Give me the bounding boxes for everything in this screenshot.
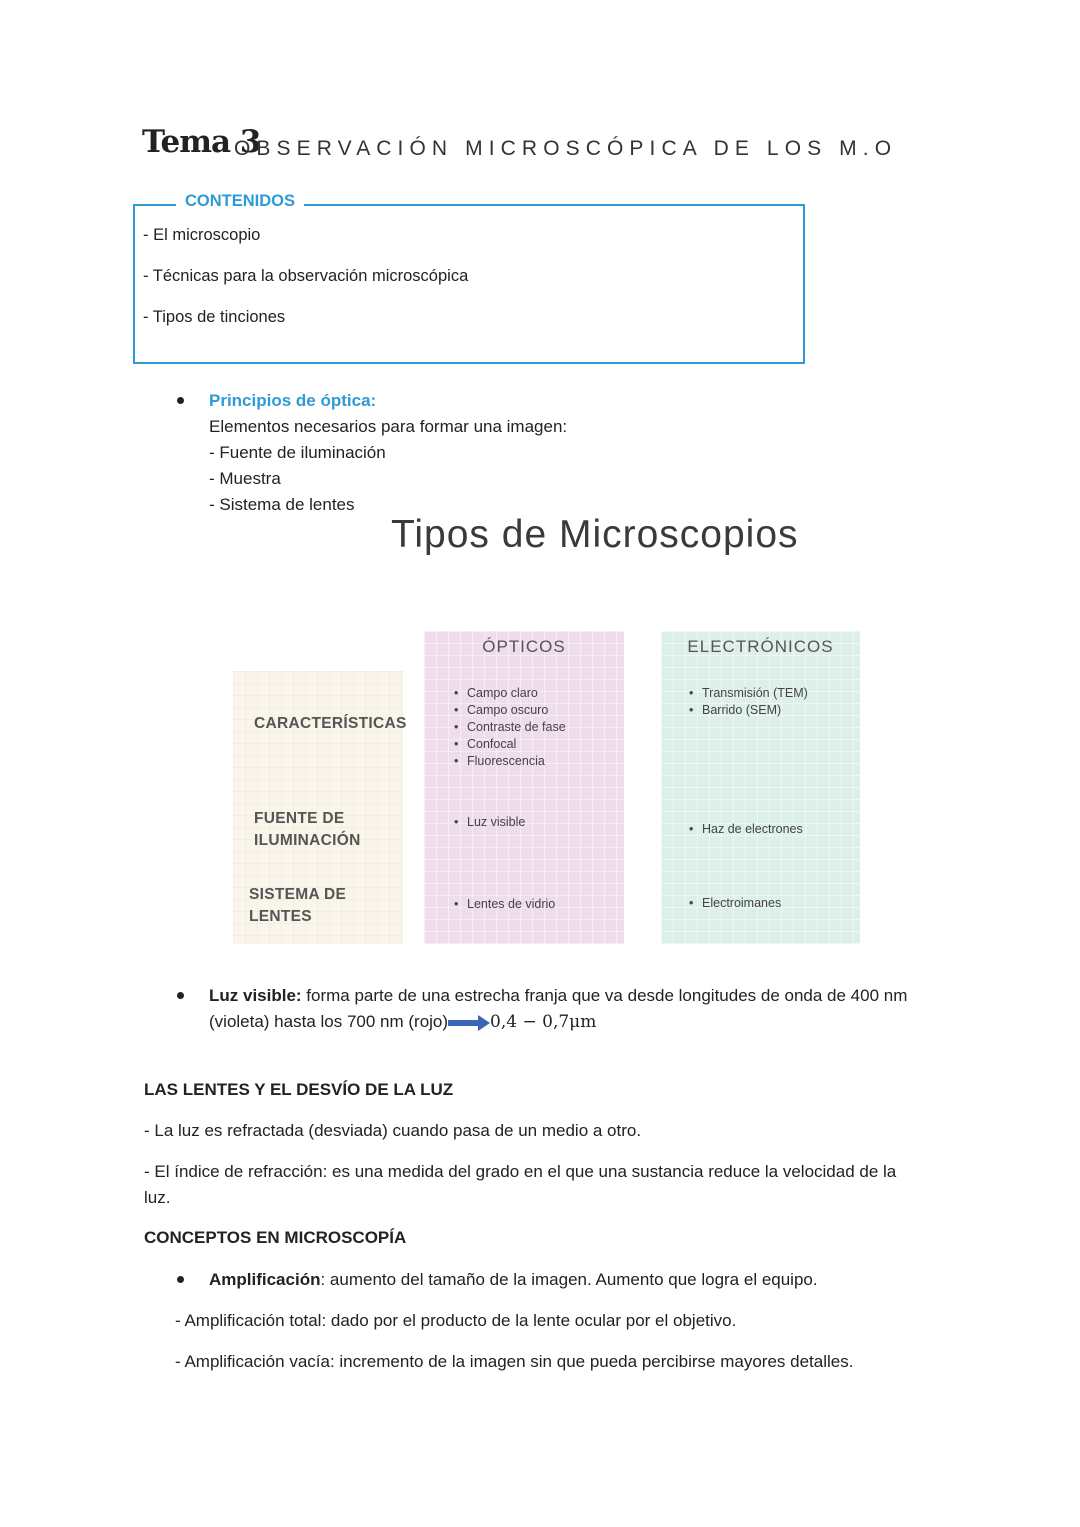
principios-item: - Muestra — [209, 469, 281, 488]
row-sistema-line2: LENTES — [249, 908, 312, 925]
list-item: • Luz visible — [453, 814, 525, 831]
lentes-p2-line2: luz. — [144, 1188, 171, 1207]
contenidos-label: CONTENIDOS — [176, 192, 304, 211]
opticos-header: ÓPTICOS — [482, 637, 566, 656]
amplificacion-label: Amplificación — [209, 1270, 321, 1289]
amplificacion-text: : aumento del tamaño de la imagen. Aumento que logra el equipo. — [320, 1270, 818, 1289]
principios-item: - Fuente de iluminación — [209, 443, 386, 462]
contenidos-item: - Tipos de tinciones — [143, 308, 286, 326]
electronicos-tipos-list — [688, 685, 808, 719]
row-fuente-line2: ILUMINACIÓN — [254, 832, 361, 849]
lentes-p2-line1: - El índice de refracción: es una medida del grado en el que una sustancia reduce la velocidad de la — [144, 1162, 897, 1181]
principios-intro: Elementos necesarios para formar una imagen: — [209, 417, 568, 436]
principios-item: - Sistema de lentes — [209, 495, 355, 514]
principios-title: Principios de óptica: — [209, 391, 377, 410]
opticos-fuente — [453, 814, 525, 831]
bullet-icon — [177, 992, 184, 999]
luz-visible-text2: (violeta) hasta los 700 nm (rojo) — [209, 1012, 449, 1031]
electronicos-lentes — [688, 895, 781, 912]
list-item: • Contraste de fase — [453, 719, 566, 736]
amplificacion-vacia: - Amplificación vacía: incremento de la imagen sin que pueda percibirse mayores detalles. — [175, 1352, 854, 1371]
row-caracteristicas: CARACTERÍSTICAS — [254, 715, 407, 732]
list-item: • Campo claro — [453, 685, 566, 702]
opticos-lentes — [453, 896, 555, 913]
amplificacion-total: - Amplificación total: dado por el producto de la lente ocular por el objetivo. — [175, 1311, 737, 1330]
bullet-icon — [177, 1276, 184, 1283]
arrow-right-icon — [448, 1015, 490, 1031]
contenidos-item: - El microscopio — [143, 226, 261, 244]
lentes-heading: LAS LENTES Y EL DESVÍO DE LA LUZ — [144, 1080, 454, 1099]
electronicos-fuente — [688, 821, 803, 838]
bullet-icon — [177, 397, 184, 404]
luz-visible-line1 — [209, 986, 907, 1006]
contenidos-item: - Técnicas para la observación microscópica — [143, 267, 469, 285]
amplificacion-line — [209, 1270, 818, 1290]
row-fuente-line1: FUENTE DE — [254, 810, 345, 827]
luz-visible-label: Luz visible: — [209, 986, 302, 1005]
list-item: • Confocal — [453, 736, 566, 753]
lentes-p1: - La luz es refractada (desviada) cuando pasa de un medio a otro. — [144, 1121, 642, 1140]
wavelength-formula: 0,4 − 0,7μm — [490, 1012, 597, 1032]
electronicos-header: ELECTRÓNICOS — [687, 637, 834, 656]
list-item: • Barrido (SEM) — [688, 702, 808, 719]
list-item: • Haz de electrones — [688, 821, 803, 838]
list-item: • Fluorescencia — [453, 753, 566, 770]
luz-visible-text: forma parte de una estrecha franja que va desde longitudes de onda de 400 nm — [301, 986, 908, 1005]
list-item: • Transmisión (TEM) — [688, 685, 808, 702]
luz-visible-line2 — [209, 1012, 596, 1032]
list-item: • Lentes de vidrio — [453, 896, 555, 913]
conceptos-heading: CONCEPTOS EN MICROSCOPÍA — [144, 1228, 407, 1247]
tema-label: Tema 3 — [142, 124, 261, 160]
opticos-tipos-list — [453, 685, 566, 770]
row-sistema-line1: SISTEMA DE — [249, 886, 347, 903]
infographic-title: Tipos de Microscopios — [391, 513, 799, 556]
page-title: OBSERVACIÓN MICROSCÓPICA DE LOS M.O — [234, 137, 898, 160]
list-item: • Campo oscuro — [453, 702, 566, 719]
list-item: • Electroimanes — [688, 895, 781, 912]
